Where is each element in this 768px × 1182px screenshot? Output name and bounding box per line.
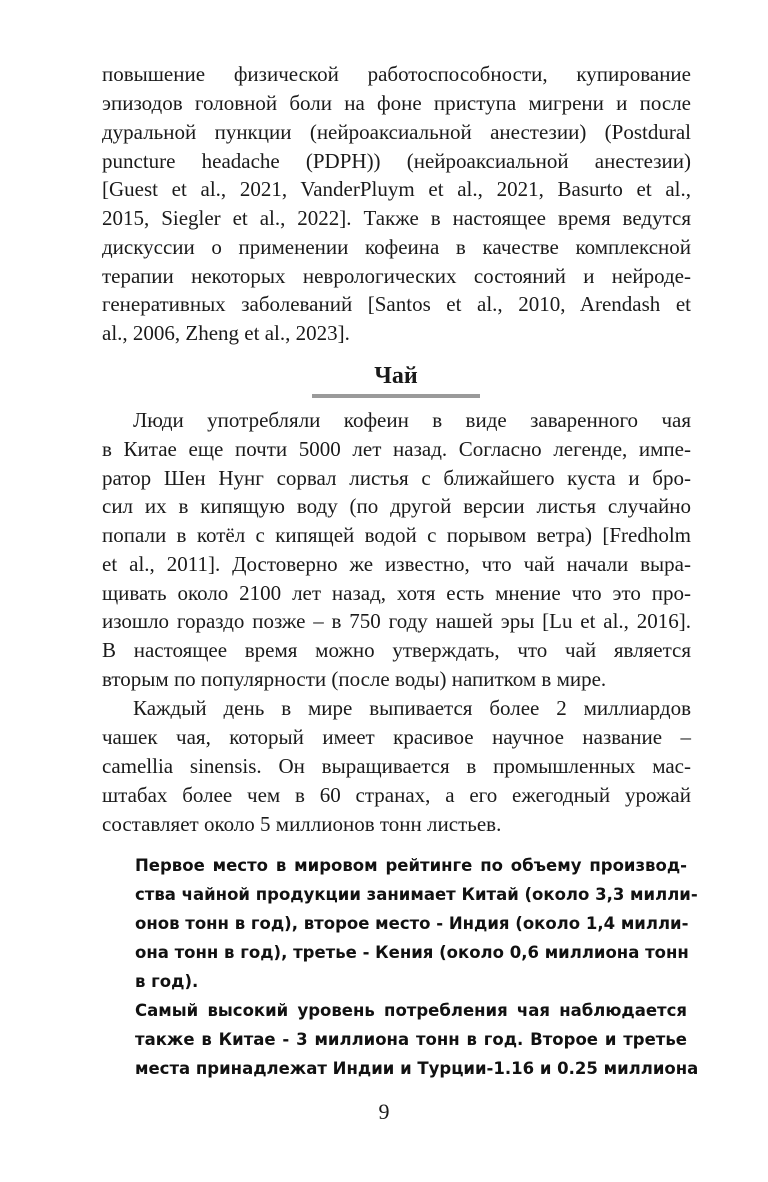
text-line: составляет около 5 миллионов тонн листьев. [102, 812, 502, 836]
text-line: попали в котёл с кипящей водой с порывом ветра) [Fredholm [102, 523, 691, 547]
text-line: штабах более чем в 60 странах, а его ежегодный урожай [102, 783, 691, 807]
text-line: 2015, Siegler et al., 2022]. Также в настоящее время ведутся [102, 206, 691, 230]
box-text-line: также в Китае - 3 миллиона тонн в год. Второе и третье [135, 1030, 687, 1049]
text-line: Люди употребляли кофеин в виде заваренного чая [133, 408, 691, 432]
text-line: et al., 2011]. Достоверно же известно, что чай начали выра- [102, 552, 691, 576]
box-text-line: Самый высокий уровень потребления чая наблюдается [135, 1001, 687, 1020]
text-line: эпизодов головной боли на фоне приступа мигрени и после [102, 91, 691, 115]
text-line: puncture headache (PDPH)) (нейроаксиальной анестезии) [102, 149, 691, 173]
box-text-line: онов тонн в год), второе место - Индия (около 1,4 милли- [135, 914, 689, 933]
text-line: ратор Шен Нунг сорвал листья с ближайшего куста и бро- [102, 466, 691, 490]
heading-underline [312, 394, 480, 398]
text-line: al., 2006, Zheng et al., 2023]. [102, 321, 350, 345]
box-text-line: ства чайной продукции занимает Китай (около 3,3 милли- [135, 885, 698, 904]
text-line: дуральной пункции (нейроаксиальной анестезии) (Postdural [102, 120, 691, 144]
text-line: сил их в кипящую воду (по другой версии листья случайно [102, 494, 691, 518]
text-line: camellia sinensis. Он выращивается в промышленных мас- [102, 754, 691, 778]
box-text-line: места принадлежат Индии и Турции-1.16 и 0.25 миллиона [135, 1059, 699, 1078]
text-line: дискуссии о применении кофеина в качестве комплексной [102, 235, 691, 259]
text-line: генеративных заболеваний [Santos et al., 2010, Arendash et [102, 292, 691, 316]
text-line: В настоящее время можно утверждать, что чай является [102, 638, 691, 662]
text-line: вторым по популярности (после воды) напитком в мире. [102, 667, 607, 691]
section-heading: Чай [374, 363, 418, 389]
text-line: изошло гораздо позже – в 750 году нашей эры [Lu et al., 2016]. [102, 609, 691, 633]
text-line: в Китае еще почти 5000 лет назад. Согласно легенде, импе- [102, 437, 691, 461]
box-text-line: Первое место в мировом рейтинге по объему производ- [135, 856, 687, 875]
text-line: Каждый день в мире выпивается более 2 миллиардов [133, 696, 691, 720]
text-line: щивать около 2100 лет назад, хотя есть мнение что это про- [102, 581, 691, 605]
text-line: чашек чая, который имеет красивое научное название – [102, 725, 691, 749]
text-line: [Guest et al., 2021, VanderPluym et al., 2021, Basurto et al., [102, 177, 691, 201]
page-number: 9 [378, 1099, 390, 1124]
box-text-line: в год). [135, 972, 199, 991]
text-line: терапии некоторых неврологических состояний и нейроде- [102, 264, 691, 288]
box-text-line: она тонн в год), третье - Кения (около 0,6 миллиона тонн [135, 943, 689, 962]
text-line: повышение физической работоспособности, купирование [102, 62, 691, 86]
